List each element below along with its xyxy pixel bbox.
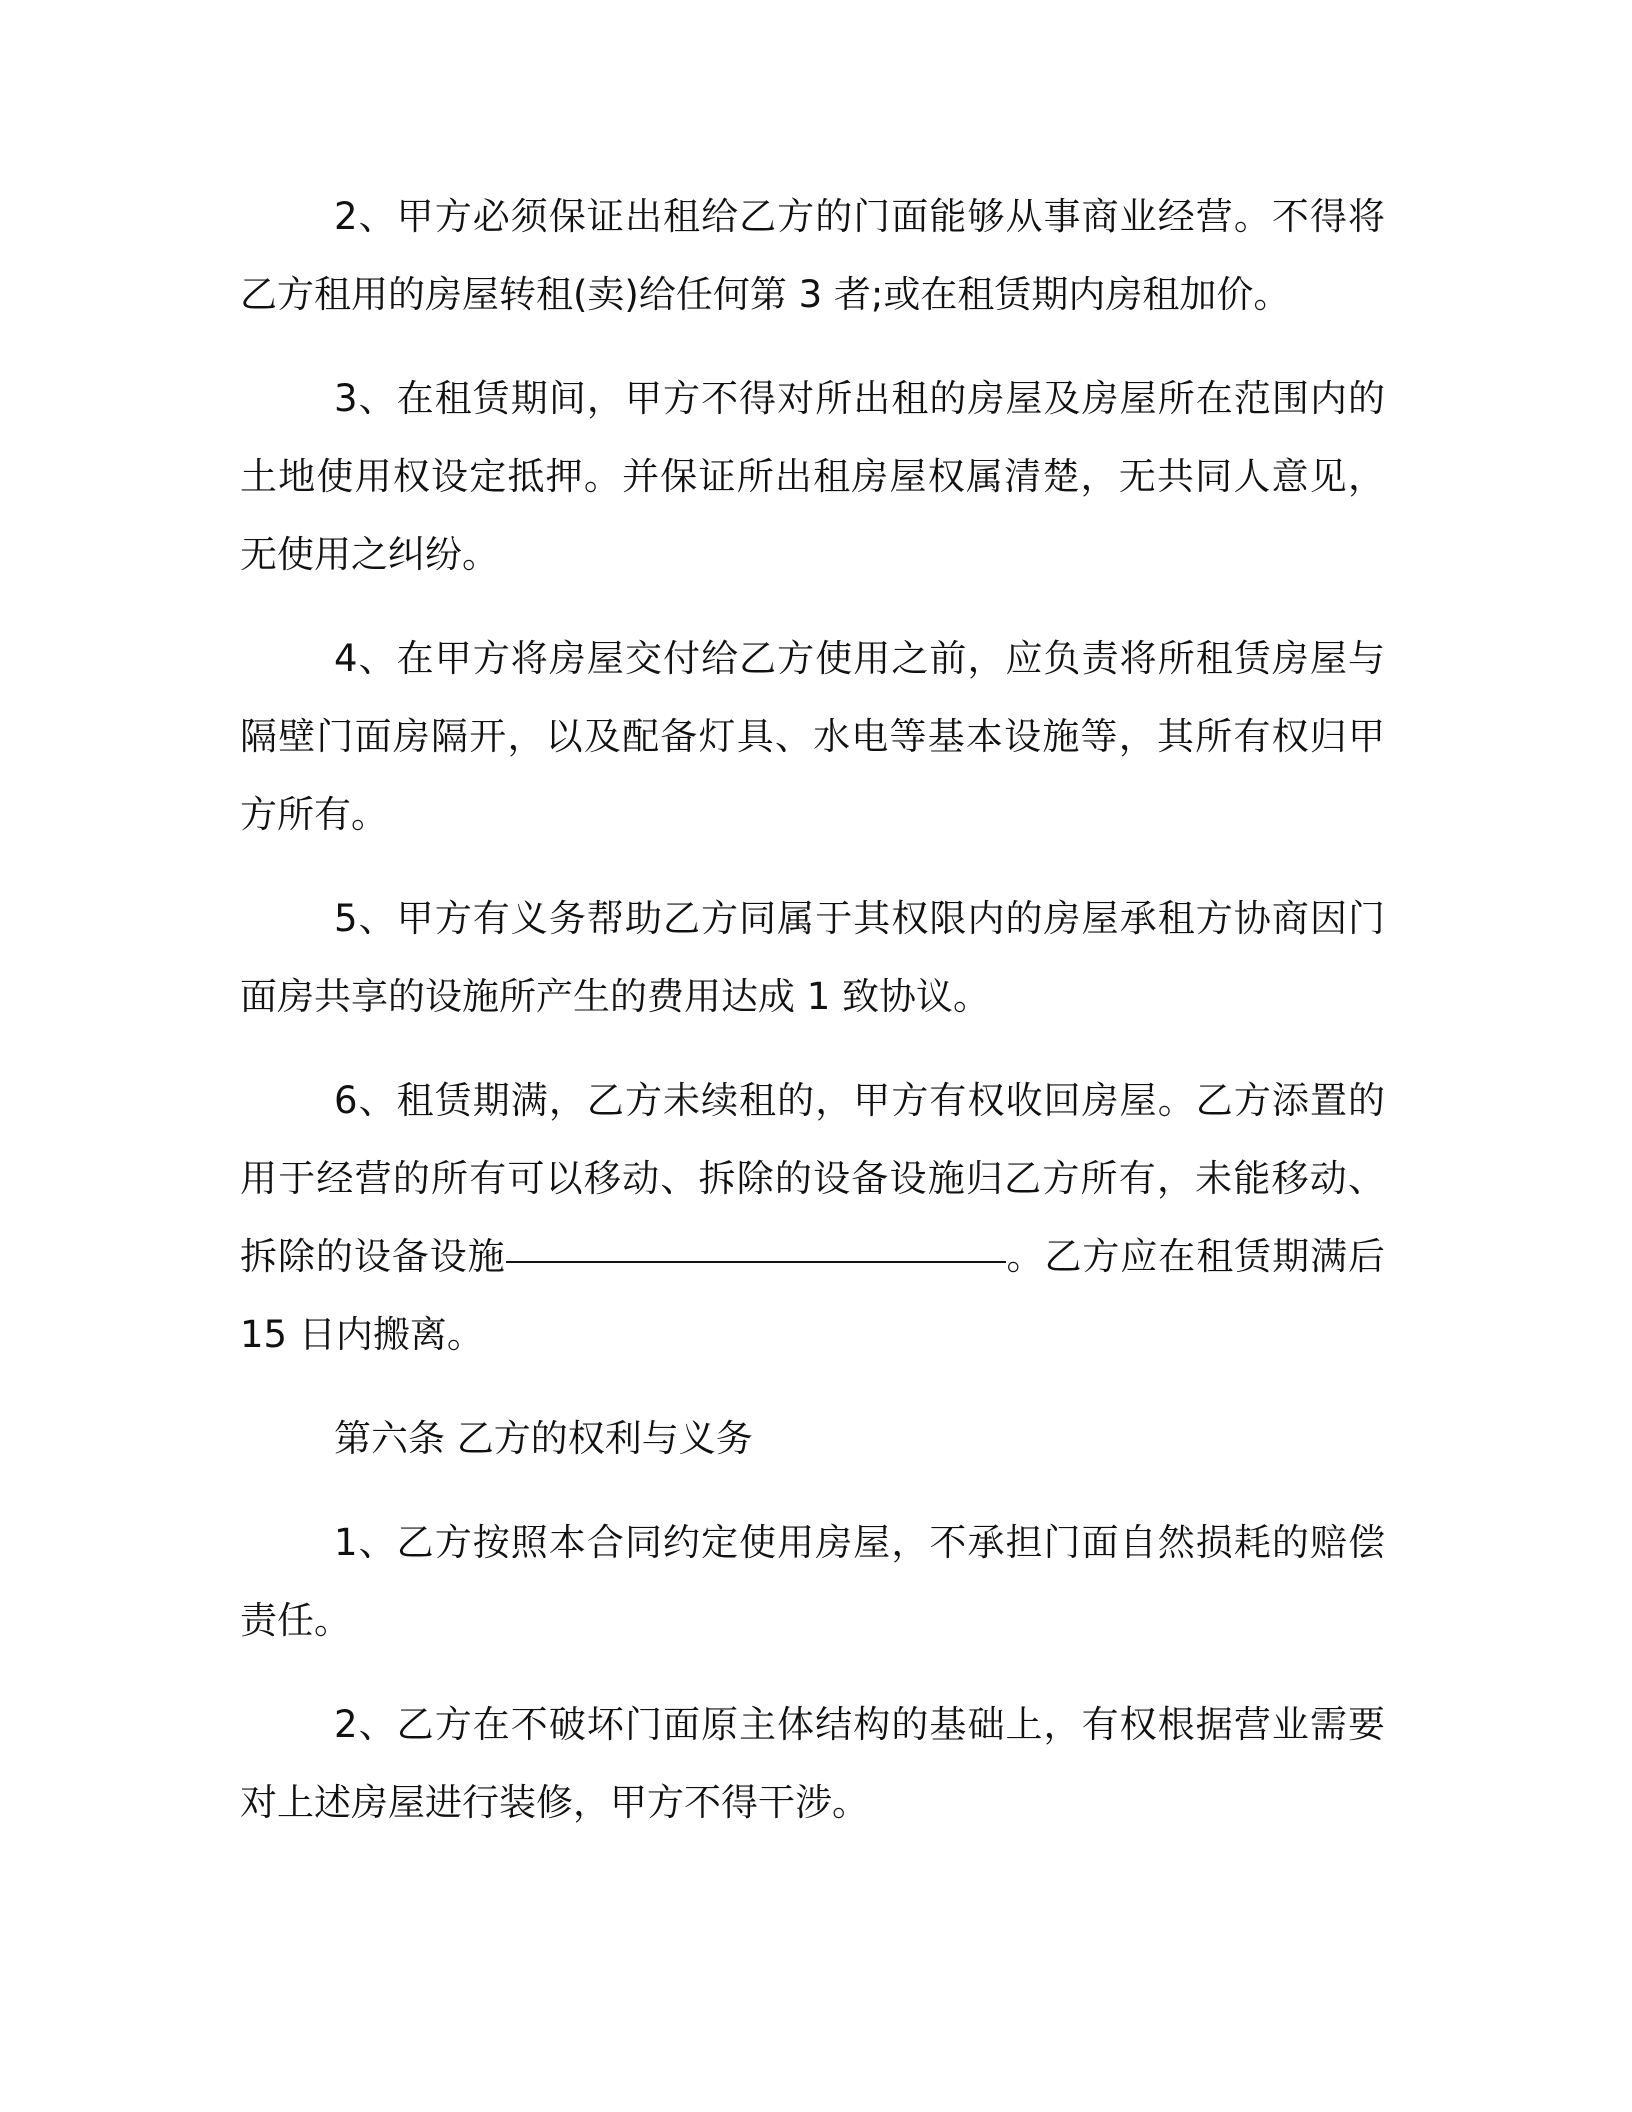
section-heading: 第六条 乙方的权利与义务 xyxy=(334,1417,753,1460)
clause-6-paragraph xyxy=(240,1062,1385,1374)
section-clause-1-paragraph: 1、乙方按照本合同约定使用房屋，不承担门面自然损耗的赔偿责任。 xyxy=(240,1521,1385,1642)
clause-4-paragraph: 4、在甲方将房屋交付给乙方使用之前，应负责将所租赁房屋与隔壁门面房隔开，以及配备灯具、水电等基本设施等，其所有权归甲方所有。 xyxy=(240,637,1385,836)
clause-6-text-before-blank: 6、租赁期满，乙方未续租的，甲方有权收回房屋。乙方添置的用于经营的所有可以移动、拆除的设备设施归乙方所有，未能移动、拆除的设备设施 xyxy=(240,1079,1385,1278)
clause-6-text-after-blank: 。乙方应在租赁期满后 15 日内搬离。 xyxy=(240,1235,1386,1356)
clause-3-paragraph: 3、在租赁期间，甲方不得对所出租的房屋及房屋所在范围内的土地使用权设定抵押。并保证所出租房屋权属清楚，无共同人意见，无使用之纠纷。 xyxy=(240,377,1385,576)
fill-in-blank-line xyxy=(506,1260,1006,1263)
clause-5-paragraph: 5、甲方有义务帮助乙方同属于其权限内的房屋承租方协商因门面房共享的设施所产生的费用达成 1 致协议。 xyxy=(240,897,1385,1018)
section-clause-2-paragraph: 2、乙方在不破坏门面原主体结构的基础上，有权根据营业需要对上述房屋进行装修，甲方不得干涉。 xyxy=(240,1703,1385,1824)
clause-2-paragraph: 2、甲方必须保证出租给乙方的门面能够从事商业经营。不得将乙方租用的房屋转租(卖)给任何第 3 者;或在租赁期内房租加价。 xyxy=(240,195,1385,316)
document-body xyxy=(240,178,1385,1868)
